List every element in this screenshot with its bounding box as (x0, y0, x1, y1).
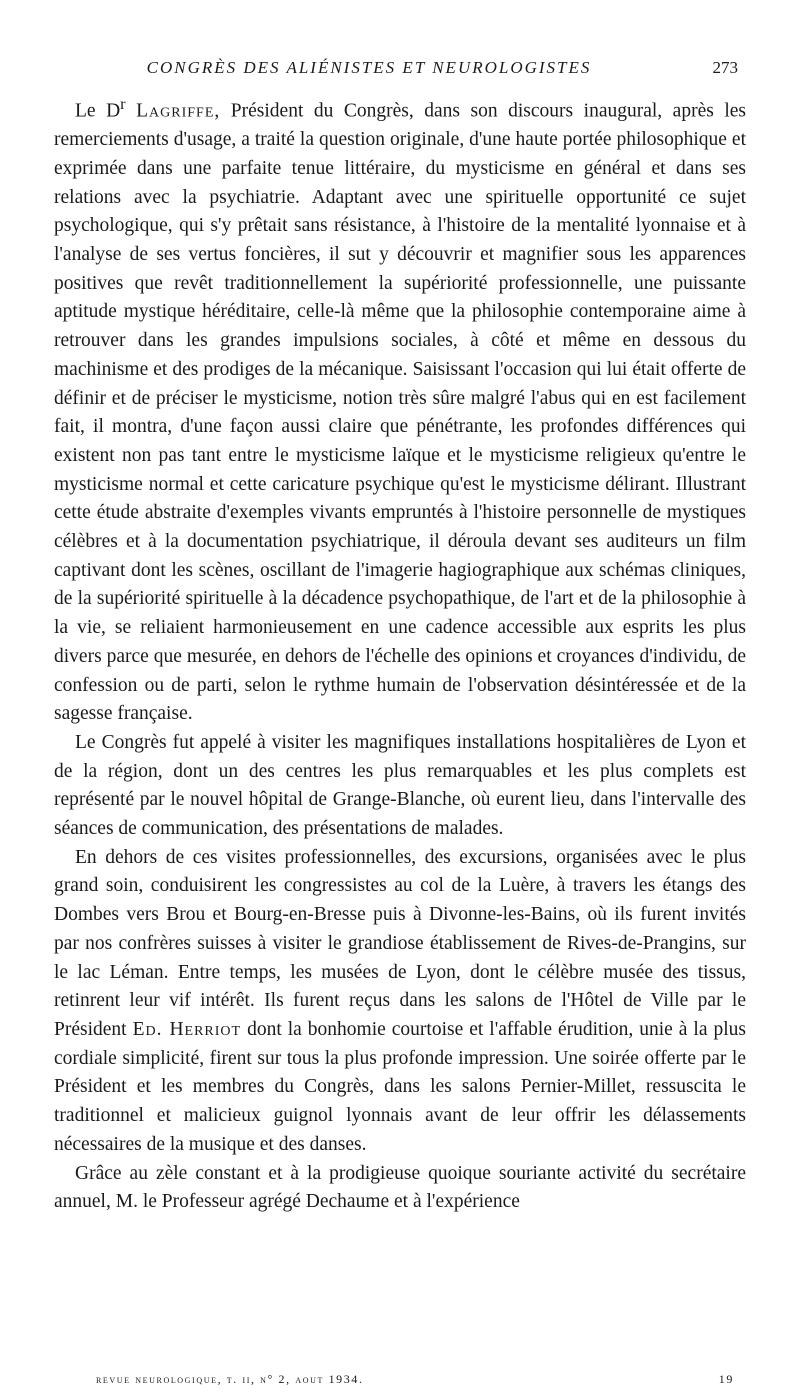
page-footer (96, 1372, 734, 1387)
paragraph-1 (54, 90, 746, 729)
paragraph-3-text-before: En dehors de ces visites professionnelles, des excursions, organisées avec le plus grand soin, conduisirent les congressistes au col de la Luère, à travers les étangs des Dombes vers Brou et Bourg-en-Bresse puis à Divonne-les-Bains, où ils furent invités par nos confrères suisses à visiter le grandiose établissement de Rives-de-Prangins, sur le lac Léman. Entre temps, les musées de Lyon, dont le célèbre musée des tissus, retinrent leur vif intérêt. Ils furent reçus dans les salons de l'Hôtel de Ville par le Président (54, 846, 746, 1040)
body-text (54, 90, 746, 1217)
running-title: CONGRÈS DES ALIÉNISTES ET NEUROLOGISTES (146, 58, 592, 77)
paragraph-3-text-after: dont la bonhomie courtoise et l'affable érudition, unie à la plus cordiale simplicité, firent sur tous la plus profonde impression. Une soirée offerte par le Président et les membres du Congrès, dans les salons Pernier-Millet, ressuscita le traditionnel et malicieux guignol lyonnais avant de leur offrir les délassements nécessaires de la musique et des danses. (54, 1019, 746, 1155)
paragraph-3 (54, 844, 746, 1160)
paragraph-2: Le Congrès fut appelé à visiter les magnifiques installations hospitalières de Lyon et de la région, dont un des centres les plus remarquables et les plus complets est représenté par le nouvel hôpital de Grange-Blanche, où eurent lieu, dans l'intervalle des séances de communication, des présentations de malades. (54, 731, 746, 840)
paragraph-4: Grâce au zèle constant et à la prodigieuse quoique souriante activité du secrétaire annuel, M. le Professeur agrégé Dechaume et à l'expérience (54, 1162, 746, 1213)
journal-reference: revue neurologique, t. ii, n° 2, aout 1934. (96, 1372, 364, 1386)
page-header (60, 58, 738, 82)
president-name: Lagriffe, (136, 100, 221, 122)
page-number: 273 (712, 58, 738, 77)
sheet-mark: 19 (718, 1372, 734, 1386)
doctor-abbrev-sup: r (120, 95, 126, 113)
paragraph-1-text: Président du Congrès, dans son discours inaugural, après les remerciements d'usage, a traité la question originale, d'une haute portée philosophique et exprimée dans une parfaite tenue littéraire, du mysticisme en général et dans ses relations avec la psychiatrie. Adaptant avec une spirituelle opportunité ce sujet psychologique, qui s'y prêtait sans résistance, à l'histoire de la mentalité lyonnaise et à l'analyse de ses vertus foncières, il sut y découvrir et magnifier sous les apparences positives que revêt traditionnellement la supériorité professionnelle, une puissante aptitude mystique héréditaire, celle-là même que la philosophie contemporaine aime à retrouver dans les grandes impulsions sociales, à côté et même en dessous du machinisme et des prodiges de la mécanique. Saisissant l'occasion qui lui était offerte de définir et de préciser le mysticisme, notion très sûre malgré l'abus qui en est facilement fait, il montra, d'une façon aussi claire que pénétrante, les profondes différences qui existent non pas tant entre le mysticisme laïque et le mysticisme religieux qu'entre le mysticisme normal et cette caricature psychique qu'est le mysticisme délirant. Illustrant cette étude abstraite d'exemples vivants empruntés à l'histoire personnelle de mystiques célèbres et à la documentation psychiatrique, il déroula devant ses auditeurs un film captivant dont les scènes, oscillant de l'imagerie hagiographique aux schémas cliniques, de la supériorité spirituelle à la décadence psychopathique, de l'art et de la philosophie à la vie, se reliaient harmonieusement en une cadence accessible aux esprits les plus divers parce que mesurée, en dehors de l'échelle des opinions et croyances d'individu, de confession ou de parti, selon le rythme humain de l'observation désintéressée et de la sagesse française. (54, 100, 747, 725)
mayor-name: Ed. Herriot (132, 1019, 242, 1040)
paragraph-1-prefix: Le D (75, 100, 121, 122)
